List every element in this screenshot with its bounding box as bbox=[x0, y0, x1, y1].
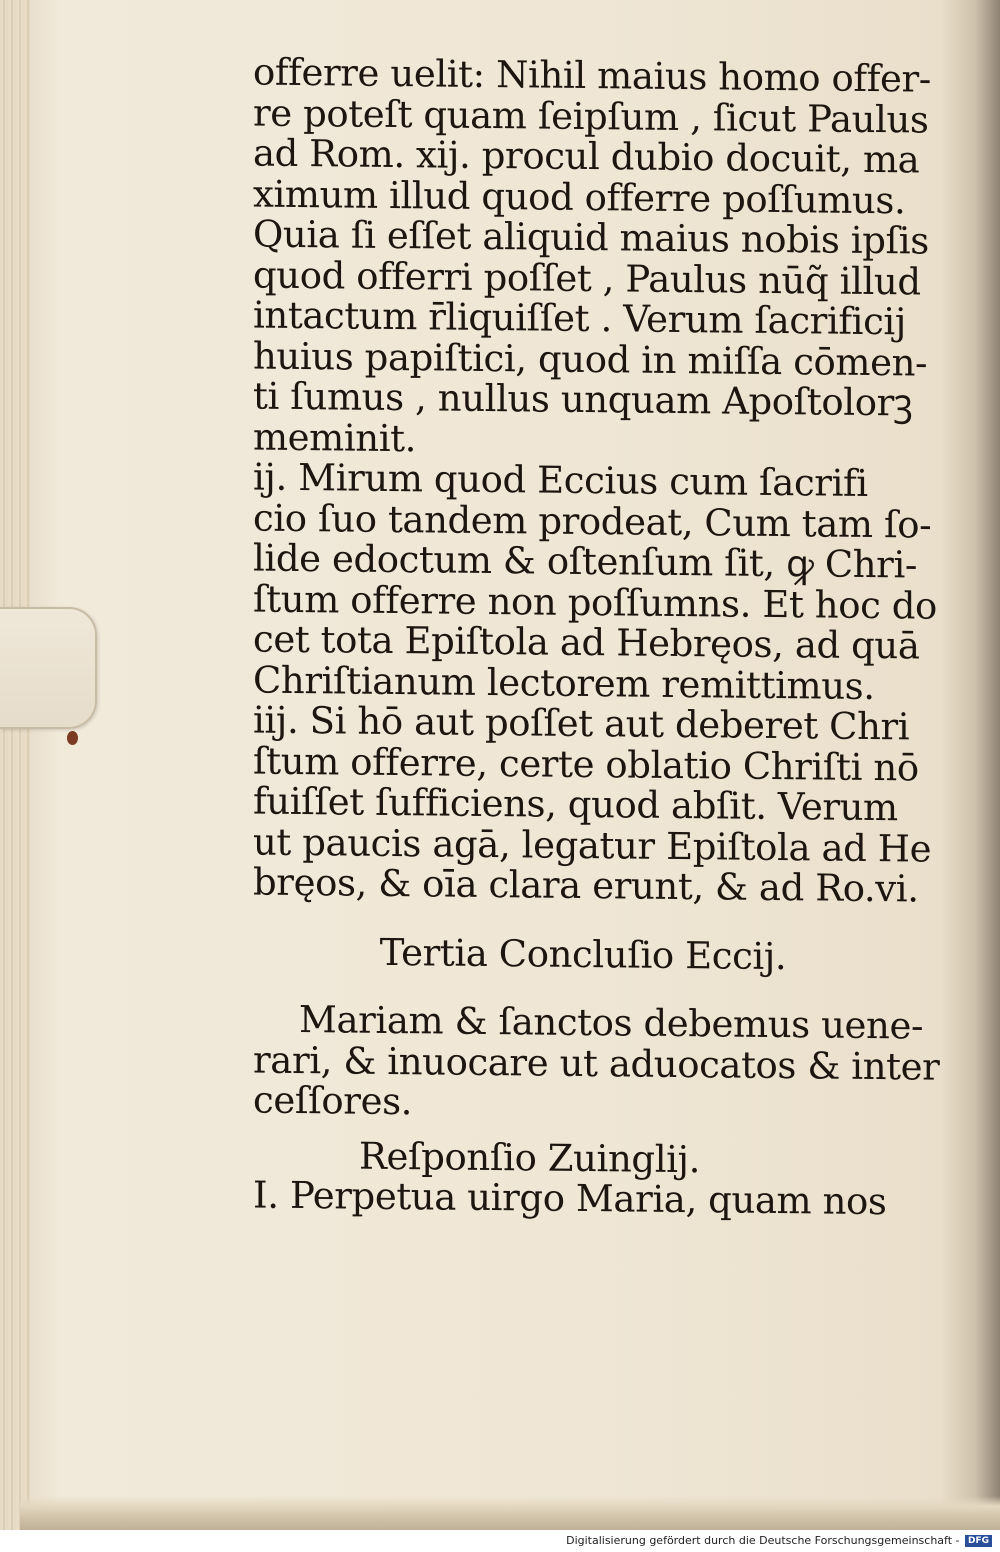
text-line: meminit. bbox=[253, 415, 416, 460]
text-line: re poteſt quam ſeipſum , ſicut Paulus bbox=[253, 91, 929, 142]
response-heading: Reſponſio Zuinglij. bbox=[359, 1134, 700, 1181]
footer-text: Digitalisierung gefördert durch die Deutsche Forschungsgemeinschaft - bbox=[566, 1534, 960, 1547]
text-line: cet tota Epiſtola ad Hebręos, ad quā bbox=[253, 617, 920, 668]
text-line: offerre uelit: Nihil maius homo offer- bbox=[253, 50, 931, 101]
text-line: fuiſſet ſufficiens, quod abſit. Verum bbox=[253, 779, 898, 830]
text-line: cio ſuo tandem prodeat, Cum tam ſo- bbox=[253, 496, 932, 547]
dfg-logo: DFG bbox=[965, 1535, 992, 1547]
text-line: ſtum offerre non poſſumns. Et hoc do bbox=[253, 577, 937, 628]
page-edge-bottom bbox=[20, 1496, 1000, 1530]
text-line: iij. Si hō aut poſſet aut deberet Chri bbox=[253, 698, 910, 749]
text-line: ſtum offerre, certe oblatio Chriſti nō bbox=[253, 739, 919, 790]
text-line: ceſſores. bbox=[253, 1078, 413, 1124]
bookmark-tab bbox=[0, 607, 97, 729]
text-line: ad Rom. xij. procul dubio docuit, ma bbox=[253, 131, 920, 182]
text-line: rari, & inuocare ut aduocatos & inter bbox=[253, 1038, 940, 1089]
text-line: ti ſumus , nullus unquam Apoſtolorꝫ bbox=[253, 374, 913, 425]
digitization-footer bbox=[0, 1530, 1000, 1552]
text-line: quod offerri poſſet , Paulus nūq̃ illud bbox=[253, 253, 921, 304]
section-heading: Tertia Concluſio Eccij. bbox=[379, 930, 787, 978]
text-line: ut paucis agā, legatur Epiſtola ad He bbox=[253, 820, 932, 871]
text-line: bręos, & oīa clara erunt, & ad Ro.vi. bbox=[253, 860, 919, 911]
text-line: huius papiſtici, quod in miſſa cōmen- bbox=[253, 334, 928, 385]
page-edge-left bbox=[0, 0, 30, 1530]
ink-spot bbox=[67, 731, 78, 745]
text-line: Mariam & ſanctos debemus uene- bbox=[299, 998, 924, 1048]
text-line: ij. Mirum quod Eccius cum ſacrifi bbox=[253, 455, 868, 505]
text-line: I. Perpetua uirgo Maria, quam nos bbox=[253, 1173, 887, 1224]
text-line: Chriſtianum lectorem remittimus. bbox=[253, 658, 875, 708]
text-line: intactum r̄liquiſſet . Verum ſacrificij bbox=[253, 293, 906, 344]
text-line: lide edoctum & oſtenſum ſit, ꝙ Chri- bbox=[253, 536, 917, 587]
printed-text bbox=[253, 50, 940, 1224]
text-line: Quia ſi eſſet aliquid maius nobis ipſis bbox=[253, 212, 929, 263]
text-line: ximum illud quod offerre poſſumus. bbox=[253, 172, 906, 222]
